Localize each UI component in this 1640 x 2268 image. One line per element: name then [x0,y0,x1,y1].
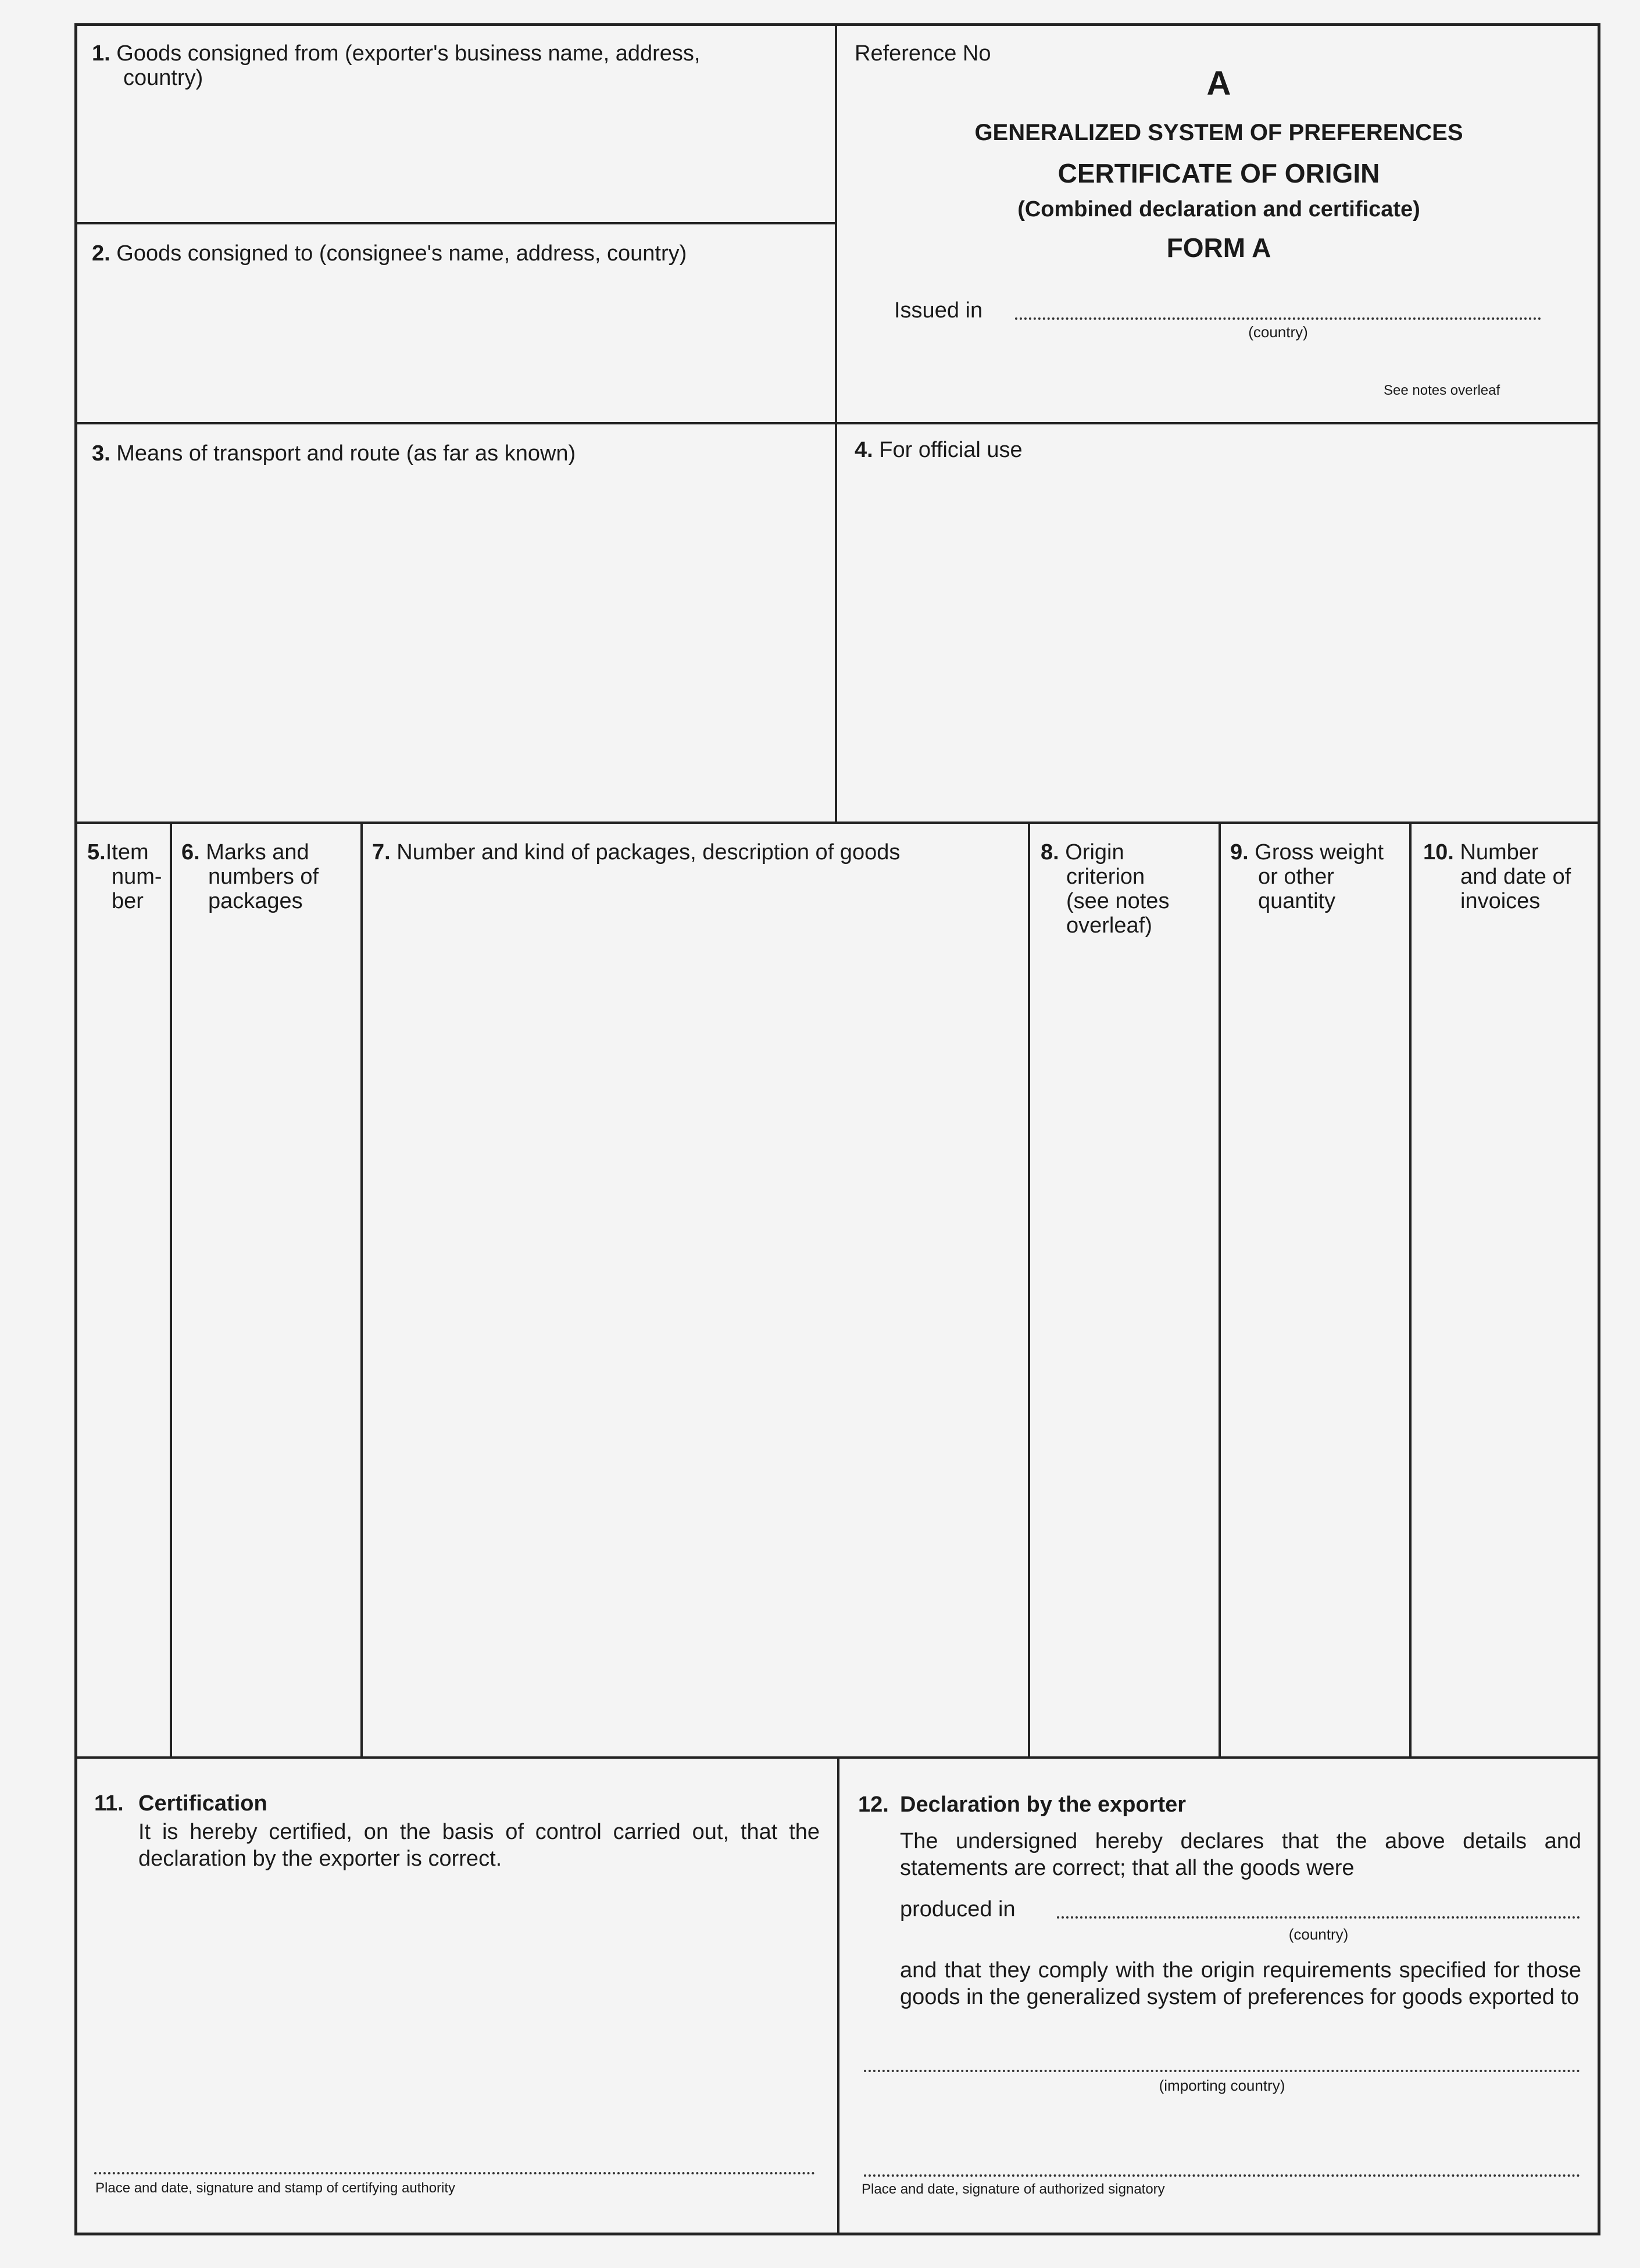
divider-col8-col9 [1219,822,1221,1758]
col9-line1: Gross weight [1255,840,1384,865]
col8-line3: (see notes [1066,889,1170,913]
box4-label [855,437,1023,463]
col9-header [1230,840,1384,865]
box12-text1: The undersigned hereby declares that the above details and statements are correct; that all the goods were [900,1829,1581,1880]
box11-heading: Certification [138,1791,267,1816]
see-notes-overleaf: See notes overleaf [1384,383,1500,398]
box2-label [92,241,687,266]
col6-number: 6. [181,840,200,865]
produced-in-label: produced in [900,1897,1016,1921]
issued-in-label: Issued in [894,298,983,323]
col5-line3: ber [112,889,144,913]
col10-line2: and date of [1460,865,1571,889]
col7-line1: Number and kind of packages, description of goods [396,840,901,865]
box1-number: 1. [92,41,110,66]
box3-label [92,441,576,466]
col6-line1: Marks and [206,840,309,865]
form-name: FORM A [1166,233,1271,263]
box11-signature-field[interactable] [94,2172,815,2174]
col9-number: 9. [1230,840,1249,865]
col9-line3: quantity [1258,889,1336,913]
issued-in-field[interactable] [1015,317,1541,320]
box11-text: It is hereby certified, on the basis of control carried out, that the declaration by the exporter is correct. [138,1820,820,1871]
divider-bottom-vertical [837,1756,839,2235]
box4-number: 4. [855,438,873,462]
col7-header [372,840,900,865]
box3-number: 3. [92,441,110,466]
box1-label [92,41,700,66]
importing-country-caption: (importing country) [1159,2077,1285,2094]
importing-country-field[interactable] [864,2070,1580,2072]
gsp-heading: GENERALIZED SYSTEM OF PREFERENCES [974,120,1463,145]
box3-label-text: Means of transport and route (as far as known) [116,441,576,466]
box2-number: 2. [92,241,110,266]
divider-header-row [74,422,1600,424]
col10-line1: Number [1460,840,1539,865]
divider-col6-col7 [360,822,363,1758]
col8-line4: overleaf) [1066,913,1152,938]
col9-line2: or other [1258,865,1334,889]
col8-number: 8. [1041,840,1059,865]
divider-columns-top [74,822,1600,824]
box12-heading: Declaration by the exporter [900,1792,1187,1817]
col8-line1: Origin [1065,840,1124,865]
certificate-subtitle: (Combined declaration and certificate) [1017,197,1420,222]
certificate-title: CERTIFICATE OF ORIGIN [1057,158,1380,188]
col10-number: 10. [1423,840,1454,865]
issued-in-country-caption: (country) [1248,323,1308,341]
col6-line2: numbers of [208,865,319,889]
col6-header [181,840,309,865]
box11-number: 11. [94,1791,124,1816]
produced-in-field[interactable] [1057,1916,1580,1919]
col8-header [1041,840,1124,865]
divider-col9-col10 [1409,822,1412,1758]
divider-col5-col6 [170,822,172,1758]
col6-line3: packages [208,889,303,913]
box12-text2: and that they comply with the origin requirements specified for those goods in the generalized system of preferences for goods exported to [900,1958,1581,2009]
col10-header [1423,840,1539,865]
reference-no-label: Reference No [855,41,991,66]
box12-signature-field[interactable] [864,2174,1580,2177]
divider-box1-box2 [74,222,836,224]
box1-label-line2: country) [123,66,203,90]
box12-number: 12. [858,1792,889,1817]
col10-line3: invoices [1460,889,1541,913]
col8-line2: criterion [1066,865,1145,889]
produced-in-country-caption: (country) [1288,1926,1349,1943]
box12-signature-caption: Place and date, signature of authorized signatory [862,2181,1165,2197]
col5-line2: num- [112,865,162,889]
divider-col7-col8 [1028,822,1030,1758]
col7-number: 7. [372,840,391,865]
col5-number: 5. [87,840,106,865]
col5-line1: Item [105,840,149,865]
col5-header [87,840,149,865]
box11-signature-caption: Place and date, signature and stamp of certifying authority [95,2180,456,2196]
form-letter: A [1206,65,1231,102]
box1-label-line1: Goods consigned from (exporter's business name, address, [116,41,701,66]
box4-label-text: For official use [879,438,1023,462]
box2-label-text: Goods consigned to (consignee's name, address, country) [116,241,687,266]
